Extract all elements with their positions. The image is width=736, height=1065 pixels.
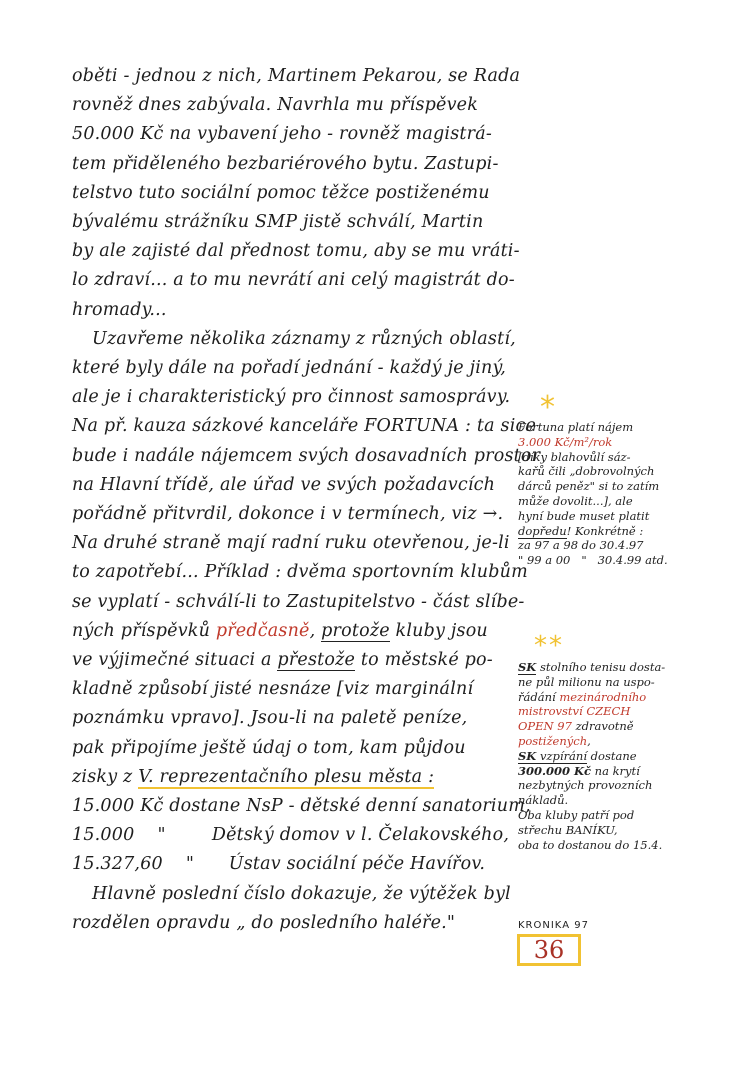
- text-fragment: kluby jsou: [389, 620, 488, 641]
- note-line: Fortuna platí nájem: [518, 420, 634, 434]
- double-asterisk-icon: **: [534, 631, 564, 661]
- text-line: bývalému strážníku SMP jistě schválí, Martin: [72, 212, 484, 233]
- text-fragment: řádání: [518, 689, 560, 704]
- text-fragment: zisky z: [72, 766, 139, 787]
- asterisk-icon: *: [540, 390, 555, 425]
- red-text-fragment: postižených: [518, 733, 588, 748]
- text-line: [72, 617, 512, 646]
- note-line: nákladů.: [518, 793, 569, 808]
- note-line: hyní bude muset platit: [518, 508, 650, 523]
- text-line: oběti - jednou z nich, Martinem Pekarou, se Rada: [72, 66, 521, 86]
- text-fragment: to městské po-: [355, 650, 493, 671]
- text-line: pořádně přitvrdil, dokonce i v termínech, viz →.: [72, 504, 504, 525]
- text-line: Hlavně poslední číslo dokazuje, že výtěžek byl: [92, 883, 511, 904]
- note-line: mistrovství CZECH: [518, 704, 631, 719]
- text-line: Uzavřeme několika záznamy z různých oblastí,: [92, 328, 516, 349]
- text-line: [72, 646, 512, 675]
- text-line: Na druhé straně mají radní ruku otevřenou, je-li: [72, 533, 510, 554]
- text-line: ale je i charakteristický pro činnost samosprávy.: [72, 387, 511, 408]
- note-line: střechu BANÍKU,: [518, 822, 618, 837]
- underlined-text-fragment: protože: [321, 620, 390, 641]
- text-fragment: na krytí: [591, 763, 640, 778]
- text-line: hromady...: [72, 299, 167, 320]
- text-fragment: ! Konkrétně :: [566, 523, 644, 538]
- text-line: telstvo tuto sociální pomoc těžce postiženému: [72, 182, 490, 203]
- text-fragment: zdravotně: [571, 719, 634, 734]
- note-line: za 97 a 98 do 30.4.97: [518, 538, 644, 553]
- underlined-text-fragment: vzpírání: [536, 748, 588, 763]
- note-line: [518, 764, 718, 779]
- note-line: [518, 719, 718, 734]
- bold-text-fragment: 300.000 Kč: [518, 763, 592, 778]
- note-line: 3.000 Kč/m²/rok: [518, 434, 613, 449]
- text-line: rozdělen opravdu „ do posledního haléře.": [72, 912, 456, 933]
- text-line: které byly dále na pořadí jednání - každý je jiný,: [72, 358, 506, 379]
- red-text-fragment: předčasně: [215, 620, 310, 641]
- text-line: 15.327,60 " Ústav sociální péče Havířov.: [72, 854, 486, 875]
- underlined-text-fragment: SK: [518, 748, 537, 763]
- red-text-fragment: mezinárodního: [559, 689, 647, 704]
- highlighted-text-fragment: V. reprezentačního plesu města :: [138, 766, 435, 787]
- text-line: lo zdraví... a to mu nevrátí ani celý magistrát do-: [72, 270, 515, 291]
- text-fragment: dostane: [587, 748, 637, 763]
- note-line: kařů čili „dobrovolných: [518, 464, 655, 479]
- underlined-text-fragment: přestože: [277, 650, 356, 671]
- note-line: nezbytných provozních: [518, 778, 653, 793]
- text-line: [72, 763, 512, 792]
- note-line: může dovolit...], ale: [518, 493, 633, 508]
- text-line: bude i nadále nájemcem svých dosavadních prostor: [72, 445, 541, 466]
- text-line: na Hlavní třídě, ale úřad ve svých požadavcích: [72, 474, 496, 495]
- note-line: dárců peněz" si to zatím: [518, 479, 660, 494]
- text-line: by ale zajisté dal přednost tomu, aby se mu vráti-: [72, 241, 520, 262]
- text-fragment: ,: [587, 733, 591, 748]
- note-line: [díky blahovůlí sáz-: [518, 449, 631, 464]
- page-number: 36: [517, 934, 581, 966]
- text-line: kladně způsobí jisté nesnáze [viz marginální: [72, 679, 474, 700]
- underlined-text-fragment: dopředu: [518, 523, 567, 538]
- note-line: " 99 a 00 " 30.4.99 atd.: [518, 553, 668, 568]
- red-text-fragment: OPEN 97: [518, 719, 572, 734]
- note-line: Oba kluby patří pod: [518, 807, 635, 822]
- text-fragment: ve výjimečné situaci a: [72, 650, 278, 671]
- note-line: [518, 749, 718, 764]
- text-fragment: ,: [309, 620, 322, 641]
- margin-note-fortuna: [518, 420, 718, 568]
- text-line: 15.000 Kč dostane NsP - dětské denní sanatorium,: [72, 796, 531, 817]
- text-line: se vyplatí - schválí-li to Zastupitelstvo - část slíbe-: [72, 591, 525, 612]
- text-line: 50.000 Kč na vybavení jeho - rovněž magistrá-: [72, 124, 492, 145]
- text-fragment: stolního tenisu dosta-: [536, 660, 666, 674]
- chronicle-label: KRONIKA 97: [518, 920, 589, 931]
- note-line: ne půl milionu na uspo-: [518, 674, 655, 689]
- text-fragment: ných příspěvků: [72, 620, 216, 641]
- text-line: 15.000 " Dětský domov v l. Čelakovského,: [72, 825, 510, 846]
- text-line: rovněž dnes zabývala. Navrhla mu příspěvek: [72, 95, 479, 116]
- text-line: tem přiděleného bezbariérového bytu. Zastupi-: [72, 153, 499, 174]
- text-line: pak připojíme ještě údaj o tom, kam půjdou: [72, 737, 466, 758]
- underlined-text-fragment: SK: [518, 660, 537, 674]
- note-line: [518, 690, 718, 705]
- text-line: Na př. kauza sázkové kanceláře FORTUNA : ta sice: [72, 416, 537, 437]
- text-line: to zapotřebí... Příklad : dvěma sportovním klubům: [72, 562, 528, 583]
- note-line: [518, 660, 718, 675]
- text-line: poznámku vpravo]. Jsou-li na paletě peníze,: [72, 708, 468, 729]
- note-line: [518, 524, 718, 539]
- margin-note-sport-clubs: [518, 660, 718, 852]
- note-line: oba to dostanou do 15.4.: [518, 837, 663, 852]
- note-line: [518, 734, 718, 749]
